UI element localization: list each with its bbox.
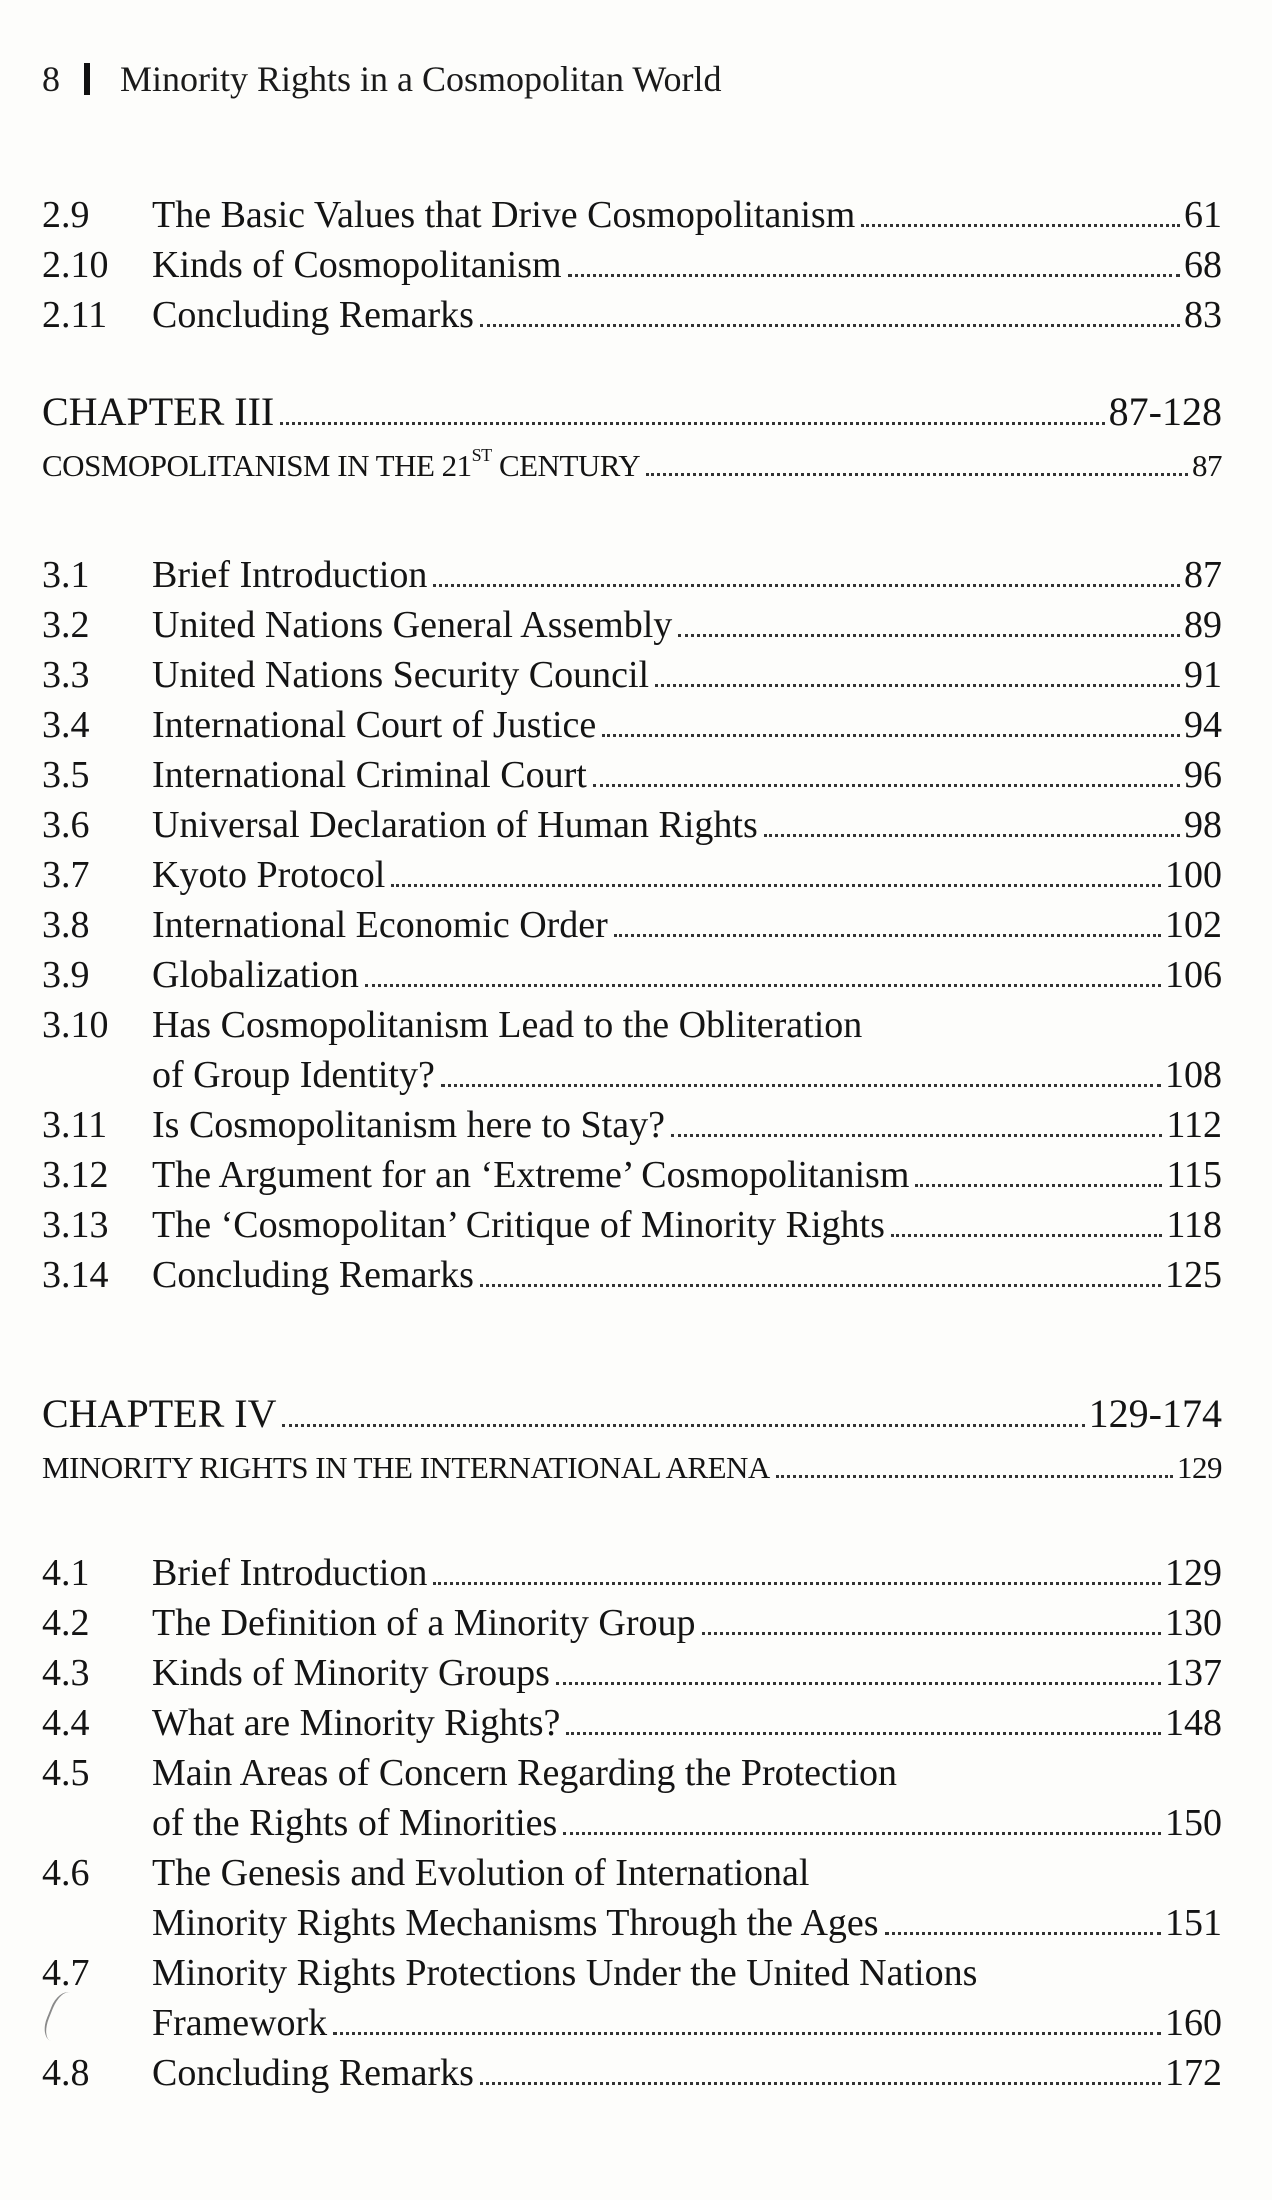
dot-leader [441, 1083, 1161, 1087]
section-page-number: 150 [1165, 1802, 1222, 1844]
chapter-4-page-range: 129-174 [1088, 1391, 1222, 1436]
chapter-3-title-page: 87 [1192, 448, 1222, 483]
dot-leader [566, 1731, 1161, 1735]
section-number: 4.7 [42, 1952, 90, 1994]
section-number: 3.4 [42, 704, 90, 746]
toc-entry [0, 1748, 1272, 1798]
toc-entry [0, 850, 1272, 900]
dot-leader [891, 1233, 1163, 1237]
section-number: 4.1 [42, 1552, 90, 1594]
dot-leader [480, 1283, 1161, 1287]
toc-entry [0, 190, 1272, 240]
section-number: 3.6 [42, 804, 90, 846]
section-page-number: 151 [1165, 1902, 1222, 1944]
dot-leader [764, 833, 1180, 837]
section-title: United Nations General Assembly [152, 604, 673, 646]
chapter-4-title-page: 129 [1177, 1450, 1222, 1485]
toc-entry [0, 1548, 1272, 1598]
chapter-4-label: CHAPTER IV [42, 1391, 277, 1436]
section-title: What are Minority Rights? [152, 1702, 561, 1744]
section-page-number: 160 [1165, 2002, 1222, 2044]
section-number: 4.5 [42, 1752, 90, 1794]
toc-entry [0, 1200, 1272, 1250]
toc-entry [0, 700, 1272, 750]
toc-entry [0, 900, 1272, 950]
chapter-3-subtitle [42, 444, 1222, 486]
chapter-3-page-range: 87-128 [1108, 389, 1222, 434]
dot-leader [433, 1581, 1161, 1585]
dot-leader [563, 1831, 1161, 1835]
toc-entry [0, 550, 1272, 600]
toc-entry [0, 1898, 1272, 1948]
section-number: 3.11 [42, 1104, 108, 1146]
toc-entry [0, 650, 1272, 700]
chapter-3-heading [42, 388, 1222, 435]
section-title: The Definition of a Minority Group [152, 1602, 696, 1644]
section-page-number: 115 [1166, 1154, 1222, 1196]
section-title: International Criminal Court [152, 754, 587, 796]
toc-entry [0, 1050, 1272, 1100]
section-title: Concluding Remarks [152, 1254, 474, 1296]
section-title: Universal Declaration of Human Rights [152, 804, 758, 846]
section-number: 3.1 [42, 554, 90, 596]
section-title: United Nations Security Council [152, 654, 650, 696]
section-title: Kyoto Protocol [152, 854, 386, 896]
section-number: 3.5 [42, 754, 90, 796]
section-title: The Basic Values that Drive Cosmopolitanism [152, 194, 856, 236]
section-title: The Argument for an ‘Extreme’ Cosmopolitanism [152, 1154, 910, 1196]
dot-leader [365, 983, 1161, 987]
dot-leader [391, 883, 1161, 887]
section-page-number: 96 [1184, 754, 1222, 796]
chapter-3-title: COSMOPOLITANISM IN THE 21ST CENTURY [42, 444, 641, 483]
section-title: The ‘Cosmopolitan’ Critique of Minority Rights [152, 1204, 885, 1246]
section-number: 3.14 [42, 1254, 109, 1296]
section-page-number: 137 [1165, 1652, 1222, 1694]
chapter-4-subtitle [42, 1450, 1222, 1488]
section-number: 4.2 [42, 1602, 90, 1644]
section-page-number: 83 [1184, 294, 1222, 336]
section-title: Minority Rights Mechanisms Through the Ages [152, 1902, 879, 1944]
dot-leader [861, 223, 1180, 227]
toc-entry [0, 240, 1272, 290]
dot-leader [915, 1183, 1162, 1187]
chapter-3-entries [0, 550, 1272, 1300]
dot-leader [280, 421, 1104, 425]
section-title: Minority Rights Protections Under the United Nations [152, 1952, 978, 1994]
section-page-number: 108 [1165, 1054, 1222, 1096]
dot-leader [776, 1474, 1173, 1478]
section-page-number: 68 [1184, 244, 1222, 286]
toc-entry [0, 800, 1272, 850]
toc-entry [0, 290, 1272, 340]
section-title: Is Cosmopolitanism here to Stay? [152, 1104, 665, 1146]
section-number: 2.10 [42, 244, 109, 286]
dot-leader [655, 683, 1180, 687]
section-number: 3.9 [42, 954, 90, 996]
section-title: International Economic Order [152, 904, 608, 946]
dot-leader [602, 733, 1180, 737]
section-page-number: 102 [1165, 904, 1222, 946]
toc-entry [0, 750, 1272, 800]
section-page-number: 100 [1165, 854, 1222, 896]
dot-leader [885, 1931, 1161, 1935]
running-header [42, 58, 721, 100]
section-page-number: 148 [1165, 1702, 1222, 1744]
toc-entry [0, 1150, 1272, 1200]
dot-leader [480, 2081, 1161, 2085]
section-title: International Court of Justice [152, 704, 597, 746]
dot-leader [593, 783, 1180, 787]
dot-leader [556, 1681, 1161, 1685]
section-title: Concluding Remarks [152, 294, 474, 336]
section-title: of Group Identity? [152, 1054, 435, 1096]
section-title: Brief Introduction [152, 1552, 428, 1594]
dot-leader [678, 633, 1180, 637]
dot-leader [480, 323, 1180, 327]
superscript: ST [471, 444, 492, 465]
section-number: 4.6 [42, 1852, 90, 1894]
toc-entry [0, 1848, 1272, 1898]
section-title: The Genesis and Evolution of International [152, 1852, 810, 1894]
section-page-number: 98 [1184, 804, 1222, 846]
section-number: 4.3 [42, 1652, 90, 1694]
section-page-number: 87 [1184, 554, 1222, 596]
section-number: 3.12 [42, 1154, 109, 1196]
section-number: 2.9 [42, 194, 90, 236]
toc-entry [0, 2048, 1272, 2098]
section-page-number: 172 [1165, 2052, 1222, 2094]
chapter-4-title: MINORITY RIGHTS IN THE INTERNATIONAL ARENA [42, 1450, 770, 1485]
section-title: Kinds of Cosmopolitanism [152, 244, 562, 286]
section-title: Kinds of Minority Groups [152, 1652, 550, 1694]
toc-entry [0, 1598, 1272, 1648]
dot-leader [433, 583, 1180, 587]
section-title: Brief Introduction [152, 554, 428, 596]
toc-entry [0, 950, 1272, 1000]
chapter-4-entries [0, 1548, 1272, 2098]
toc-entry [0, 1798, 1272, 1848]
section-title: Has Cosmopolitanism Lead to the Obliteration [152, 1004, 863, 1046]
dot-leader [333, 2031, 1161, 2035]
toc-entry [0, 1648, 1272, 1698]
section-page-number: 125 [1165, 1254, 1222, 1296]
dot-leader [568, 273, 1180, 277]
section-number: 4.8 [42, 2052, 90, 2094]
toc-entry [0, 600, 1272, 650]
section-title: Main Areas of Concern Regarding the Protection [152, 1752, 898, 1794]
book-title: Minority Rights in a Cosmopolitan World [120, 59, 722, 99]
section-number: 3.13 [42, 1204, 109, 1246]
dot-leader [614, 933, 1161, 937]
section-page-number: 89 [1184, 604, 1222, 646]
section-title: of the Rights of Minorities [152, 1802, 558, 1844]
section-number: 3.3 [42, 654, 90, 696]
chapter-3-label: CHAPTER III [42, 389, 275, 434]
section-page-number: 112 [1166, 1104, 1222, 1146]
dot-leader [702, 1631, 1161, 1635]
section-number: 2.11 [42, 294, 108, 336]
section-page-number: 130 [1165, 1602, 1222, 1644]
section-page-number: 106 [1165, 954, 1222, 996]
toc-entry [0, 1998, 1272, 2048]
section-page-number: 91 [1184, 654, 1222, 696]
section-page-number: 129 [1165, 1552, 1222, 1594]
section-title: Globalization [152, 954, 359, 996]
section-number: 3.2 [42, 604, 90, 646]
section-number: 3.10 [42, 1004, 109, 1046]
section-title: Concluding Remarks [152, 2052, 474, 2094]
chapter-2-entries [0, 190, 1272, 340]
section-title: Framework [152, 2002, 328, 2044]
section-page-number: 61 [1184, 194, 1222, 236]
dot-leader [671, 1133, 1162, 1137]
section-page-number: 94 [1184, 704, 1222, 746]
section-page-number: 118 [1166, 1204, 1222, 1246]
toc-entry [0, 1100, 1272, 1150]
toc-entry [0, 1698, 1272, 1748]
toc-entry [0, 1948, 1272, 1998]
section-number: 3.8 [42, 904, 90, 946]
dot-leader [282, 1423, 1084, 1427]
header-separator [84, 63, 90, 95]
page-number: 8 [42, 59, 60, 99]
toc-entry [0, 1000, 1272, 1050]
chapter-4-heading [42, 1390, 1222, 1437]
section-number: 3.7 [42, 854, 90, 896]
dot-leader [646, 472, 1188, 476]
section-number: 4.4 [42, 1702, 90, 1744]
toc-entry [0, 1250, 1272, 1300]
